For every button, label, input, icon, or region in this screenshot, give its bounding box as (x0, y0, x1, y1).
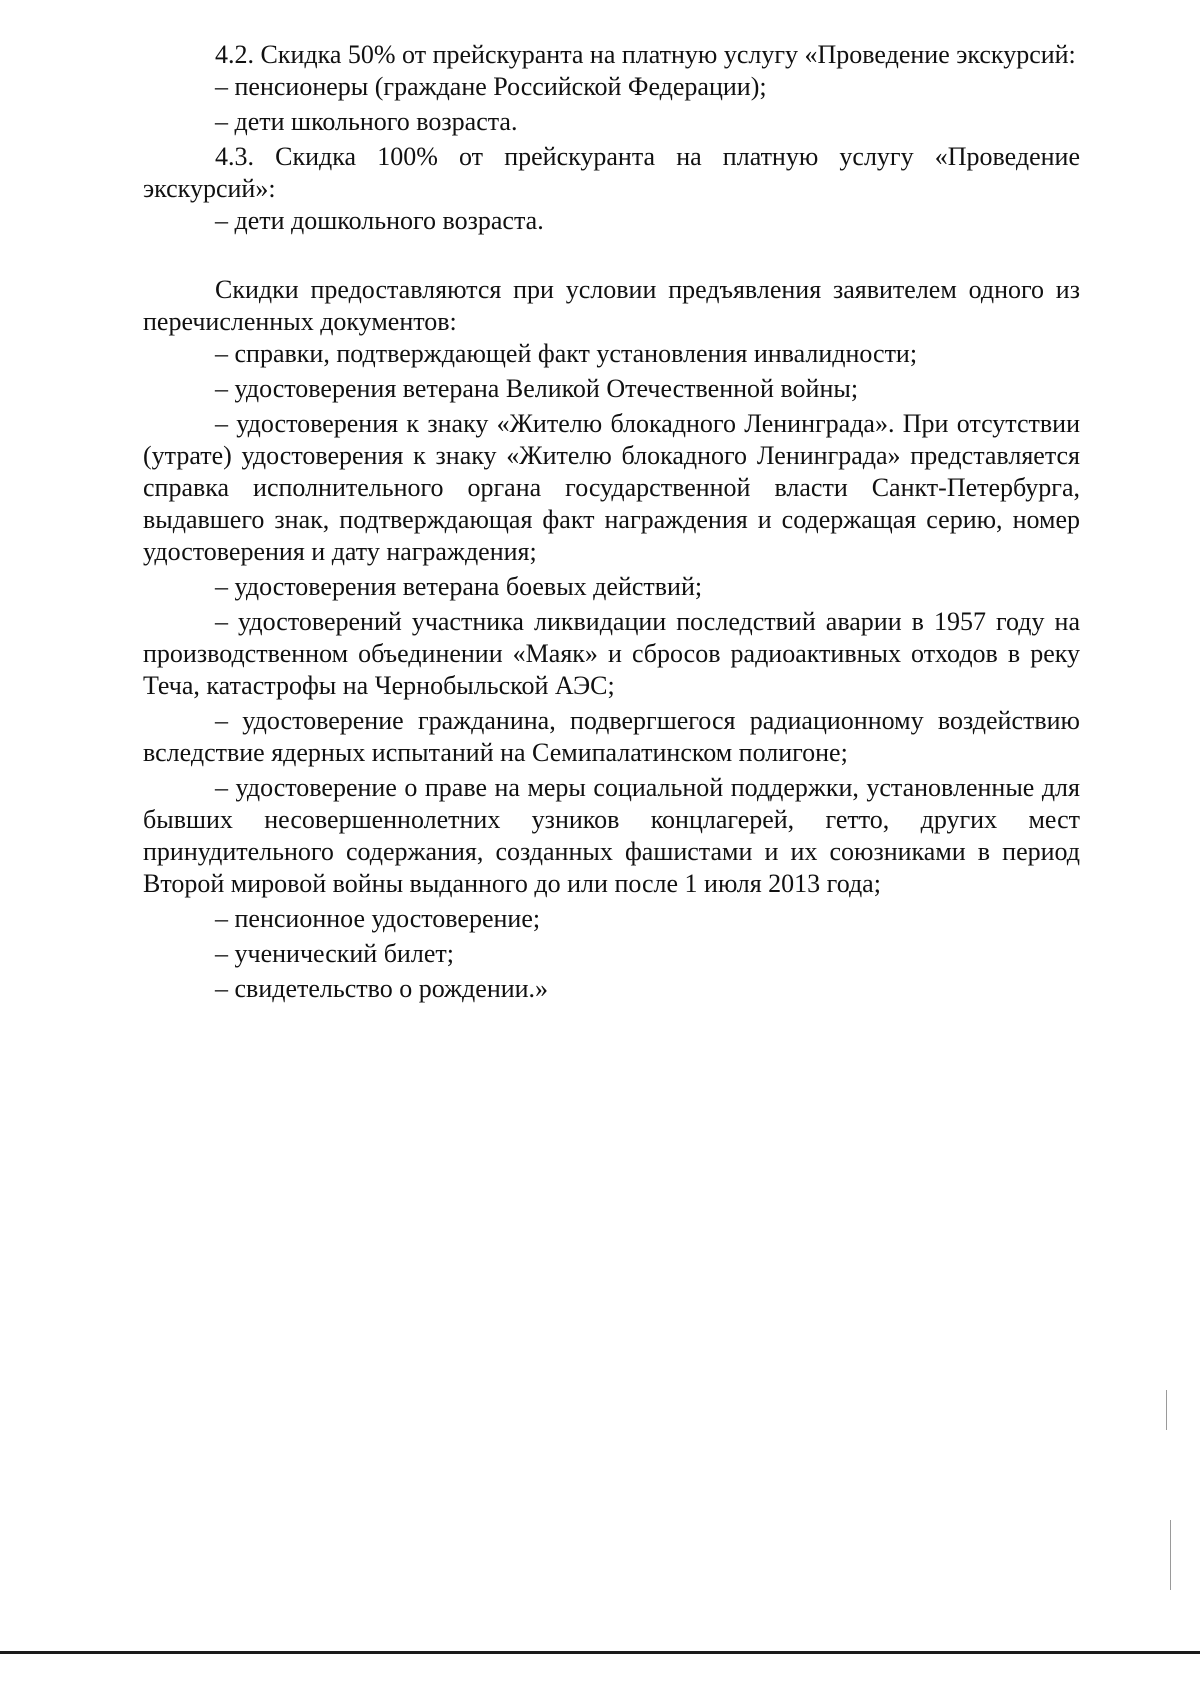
clause-4-3: 4.3. Скидка 100% от прейскуранта на платную услугу «Проведение экскурсий»: (143, 142, 1080, 203)
document-list-item: – удостоверения ветерана боевых действий; (215, 572, 703, 601)
paragraph-gap (143, 240, 1080, 274)
scan-artifact (1166, 1390, 1167, 1430)
clause-4-2-item: – дети школьного возраста. (215, 107, 518, 136)
scan-artifact (1170, 1520, 1171, 1590)
clause-4-2-item: – пенсионеры (граждане Российской Федерации); (215, 72, 767, 101)
document-list-item: – свидетельство о рождении.» (215, 974, 549, 1003)
document-list-item: – удостоверение о праве на меры социальной поддержки, установленные для бывших несовершеннолетних узников концлагерей, гетто, других мест принудительного содержания, созданных фашистами и их союзниками в период Второй мировой войны выданного до или после 1 июля 2013 года; (143, 773, 1080, 898)
scan-bottom-edge (0, 1651, 1200, 1654)
document-list-item: – справки, подтверждающей факт установления инвалидности; (215, 339, 918, 368)
clause-4-3-item: – дети дошкольного возраста. (215, 206, 544, 235)
document-list-item: – удостоверения к знаку «Жителю блокадного Ленинграда». При отсутствии (утрате) удостоверения к знаку «Жителю блокадного Ленинграда» представляется справка исполнительного органа государственной власти Санкт-Петербурга, выдавшего знак, подтверждающая факт награждения и содержащая серию, номер удостоверения и дату награждения; (143, 409, 1080, 566)
document-list-item: – удостоверение гражданина, подвергшегося радиационному воздействию вследствие ядерных испытаний на Семипалатинском полигоне; (143, 706, 1080, 767)
document-list-item: – удостоверений участника ликвидации последствий аварии в 1957 году на производственном объединении «Маяк» и сбросов радиоактивных отходов в реку Теча, катастрофы на Чернобыльской АЭС; (143, 607, 1080, 700)
discount-conditions-intro: Скидки предоставляются при условии предъявления заявителем одного из перечисленных документов: (143, 275, 1080, 336)
document-body (143, 39, 1080, 1008)
document-list-item: – ученический билет; (215, 939, 454, 968)
clause-4-2: 4.2. Скидка 50% от прейскуранта на платную услугу «Проведение экскурсий: (215, 40, 1076, 69)
document-list-item: – пенсионное удостоверение; (215, 904, 541, 933)
document-list-item: – удостоверения ветерана Великой Отечественной войны; (215, 374, 859, 403)
